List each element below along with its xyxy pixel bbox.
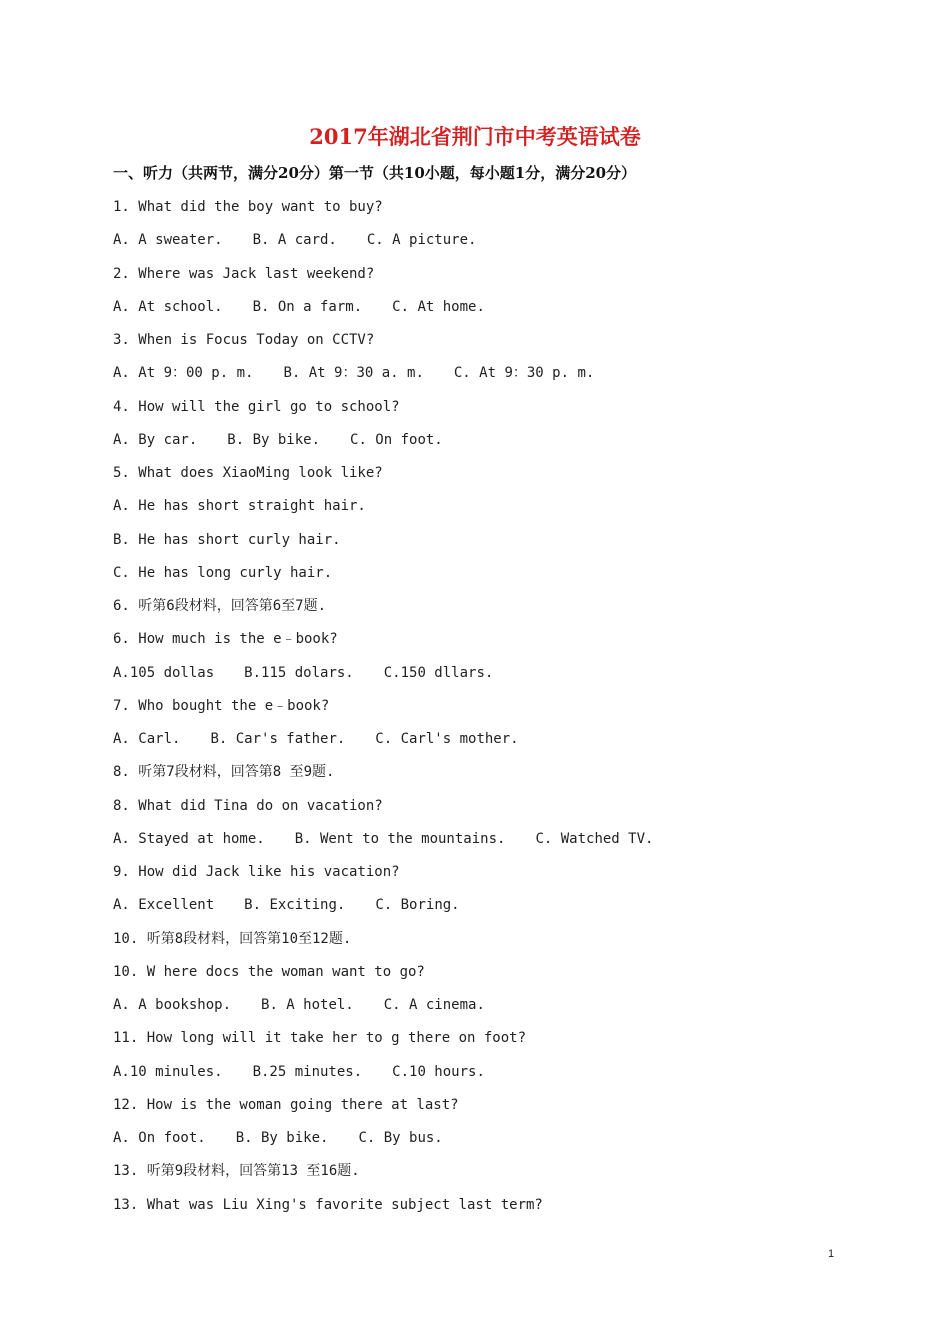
answer-option: B. A card. <box>252 232 337 249</box>
answer-option: C. A cinema. <box>383 997 485 1013</box>
answer-option: C.150 dllars. <box>383 664 494 681</box>
question-line: 8. 听第7段材料，回答第8 至9题. <box>113 764 335 781</box>
answer-option: A. At 9：00 p. m. <box>113 365 254 382</box>
answer-option: C. At home. <box>392 298 485 315</box>
answer-option: A. On foot. <box>113 1130 206 1146</box>
question-line: 8. What did Tina do on vacation? <box>113 797 383 814</box>
answer-options-row <box>113 1126 853 1159</box>
answer-option: A. A sweater. <box>113 232 223 249</box>
answer-option: A.10 minules. <box>113 1063 223 1080</box>
answer-option: B. Exciting. <box>244 897 346 914</box>
document-title: 2017年湖北省荆门市中考英语试卷 <box>309 124 641 149</box>
answer-options-row <box>113 1060 853 1093</box>
answer-option: B. By bike. <box>235 1130 329 1146</box>
question-line: 13. What was Liu Xing's favorite subject last term? <box>113 1196 543 1213</box>
question-line: 13. 听第9段材料，回答第13 至16题. <box>113 1163 360 1180</box>
answer-option: A. At school. <box>113 298 223 315</box>
question-line: 5. What does XiaoMing look like? <box>113 465 383 481</box>
question-line: A. He has short straight hair. <box>113 498 366 515</box>
answer-options-row <box>113 893 853 926</box>
question-line: B. He has short curly hair. <box>113 531 341 548</box>
answer-option: C. By bus. <box>358 1130 443 1146</box>
answer-option: B. At 9：30 a. m. <box>283 365 424 382</box>
answer-option: C. Boring. <box>375 897 460 914</box>
answer-options-row <box>113 661 853 694</box>
question-line: 11. How long will it take her to g there on foot? <box>113 1030 527 1047</box>
answer-option: B. On a farm. <box>252 298 363 315</box>
answer-option: A.105 dollas <box>113 664 215 681</box>
answer-options-row <box>113 727 853 760</box>
question-line: 7. Who bought the e﹣book? <box>113 697 330 714</box>
question-line: 6. How much is the e﹣book? <box>113 631 338 648</box>
answer-option: B.25 minutes. <box>252 1063 363 1080</box>
page-number: 1 <box>828 1248 835 1260</box>
question-line: 10. W here docs the woman want to go? <box>113 963 425 980</box>
question-line: 1. What did the boy want to buy? <box>113 199 383 215</box>
answer-options-row <box>113 428 853 461</box>
answer-option: A. By car. <box>113 431 198 448</box>
question-line: 3. When is Focus Today on CCTV? <box>113 332 375 348</box>
answer-option: C.10 hours. <box>392 1063 485 1080</box>
answer-options-row <box>113 228 853 261</box>
answer-option: B.115 dolars. <box>244 664 354 681</box>
answer-option: B. Car's father. <box>210 731 346 747</box>
question-line: 9. How did Jack like his vacation? <box>113 864 400 880</box>
answer-option: A. Carl. <box>113 731 181 747</box>
answer-option: C. On foot. <box>350 431 443 448</box>
answer-options-row <box>113 295 853 328</box>
answer-option: B. A hotel. <box>261 997 354 1013</box>
answer-option: A. Stayed at home. <box>113 830 265 847</box>
answer-option: B. Went to the mountains. <box>294 830 506 847</box>
question-line: 10. 听第8段材料，回答第10至12题. <box>113 930 352 947</box>
section-heading: 一、听力（共两节，满分20分）第一节（共10小题，每小题1分，满分20分） <box>113 164 637 182</box>
question-line: C. He has long curly hair. <box>113 564 333 581</box>
question-list <box>113 195 853 1226</box>
question-line: 12. How is the woman going there at last? <box>113 1096 459 1113</box>
question-line: 4. How will the girl go to school? <box>113 398 400 415</box>
answer-option: A. Excellent <box>113 897 215 914</box>
answer-options-row <box>113 361 853 394</box>
answer-options-row <box>113 993 853 1026</box>
answer-option: C. A picture. <box>366 232 477 249</box>
answer-option: A. A bookshop. <box>113 997 232 1013</box>
answer-option: B. By bike. <box>227 431 321 448</box>
question-line: 2. Where was Jack last weekend? <box>113 265 375 282</box>
question-line: 6. 听第6段材料，回答第6至7题. <box>113 598 327 614</box>
answer-option: C. Watched TV. <box>535 830 654 847</box>
answer-option: C. At 9：30 p. m. <box>453 365 595 382</box>
answer-option: C. Carl's mother. <box>375 731 519 747</box>
answer-options-row <box>113 827 853 860</box>
